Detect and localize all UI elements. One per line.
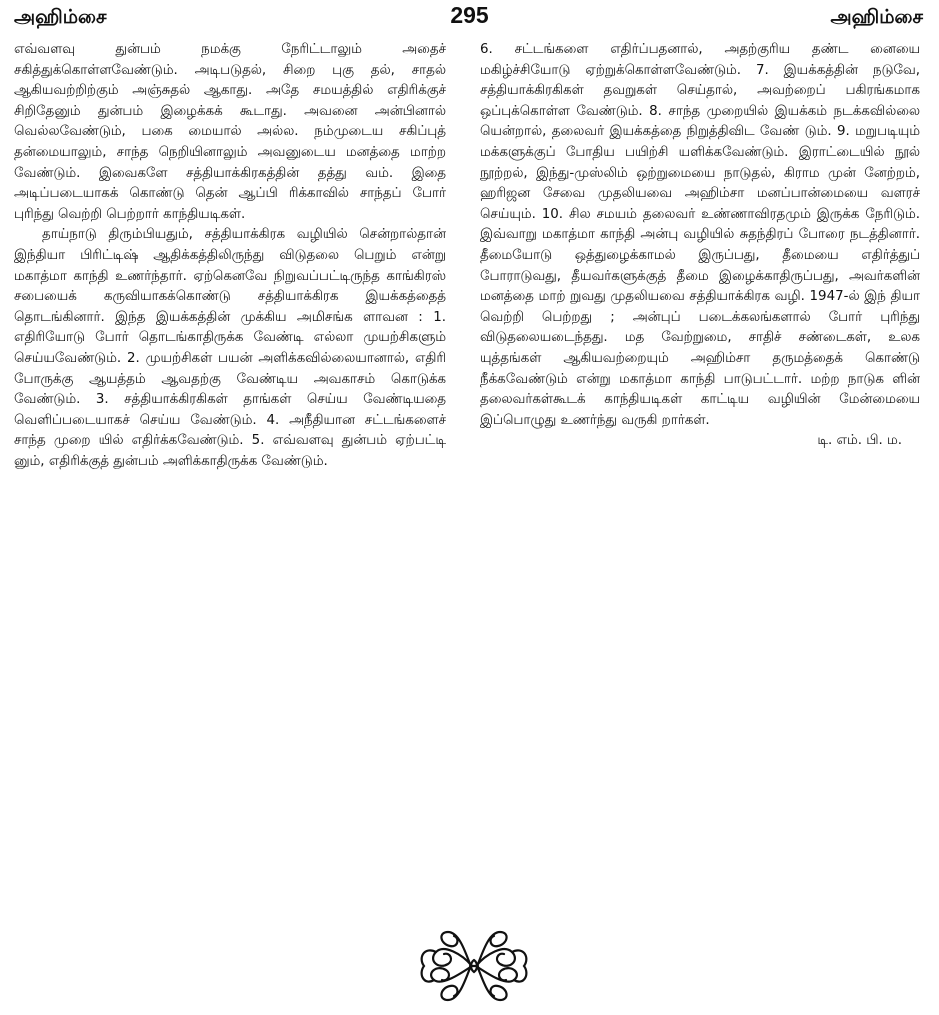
left-column xyxy=(14,40,446,472)
author-initials: டி. எம். பி. ம. xyxy=(817,433,902,449)
running-title-right: அஹிம்சை xyxy=(830,6,923,28)
paragraph: தாய்நாடு திரும்பியதும், சத்தியாக்கிரக வழியில் சென்றால்தான் இந்தியா பிரிட்டிஷ் ஆதிக்கத்திலிருந்து விடுதலை பெறும் என்று மகாத்மா காந்தி உணர்ந்தார். ஏற்கெனவே நிறுவப்பட்டிருந்த காங்கிரஸ் சபையைக் கருவியாகக்கொண்டு சத்தியாக்கிரக இயக்கத்தைத் தொடங்கினார். இந்த இயக்கத்தின் முக்கிய அமிசங்க ளாவன : 1. எதிரியோடு போர் தொடங்காதிருக்க வேண்டி எல்லா முயற்சிகளும் செய்யவேண்டும். 2. முயற்சிகள் பயன் அளிக்கவில்லையானால், எதிரி போருக்கு ஆயத்தம் ஆவதற்கு வேண்டிய அவகாசம் கொடுக்க வேண்டும். 3. சத்தியாக்கிரகிகள் தாங்கள் செய்ய வேண்டியதை வெளிப்படையாகச் செய்ய வேண்டும். 4. அநீதியான சட்டங்களைச் சாந்த முறை யில் எதிர்க்கவேண்டும். 5. எவ்வளவு துன்பம் ஏற்பட்டி னும், எதிரிக்குத் துன்பம் அளிக்காதிருக்க வேண்டும். xyxy=(14,227,446,469)
page-number: 295 xyxy=(450,2,489,28)
floral-ornament-icon xyxy=(414,924,534,1008)
paragraph: 6. சட்டங்களை எதிர்ப்பதனால், அதற்குரிய தண்ட னையை மகிழ்ச்சியோடு ஏற்றுக்கொள்ளவேண்டும். 7. இயக்கத்தின் நடுவே, சத்தியாக்கிரகிகள் தவறுகள் செய்தால், அவற்றைப் பகிரங்கமாக ஒப்புக்கொள்ள வேண்டும். 8. சாந்த முறையில் இயக்கம் நடக்கவில்லை யென்றால், தலைவர் இயக்கத்தை நிறுத்திவிட வேண் டும். 9. மறுபடியும் மக்களுக்குப் போதிய பயிற்சி யளிக்கவேண்டும். இராட்டையில் நூல் நூற்றல், இந்து-முஸ்லிம் ஒற்றுமையை நாடுதல், கிராம முன் னேற்றம், ஹரிஜன சேவை முதலியவை அஹிம்சா மனப்பான்மையை வளரச் செய்யும். 10. சில சமயம் தலைவர் உண்ணாவிரதமும் இருக்க நேரிடும். இவ்வாறு மகாத்மா காந்தி அன்பு வழியில் சுதந்திரப் போரை நடத்தினார். தீமையோடு ஒத்துழைக்காமல் இருப்பது, தீமையை எதிர்த்துப் போராடுவது, தீயவர்களுக்குத் தீமை இழைக்காதிருப்பது, அவர்களின் மனத்தை மாற் றுவது முதலியவை சத்தியாக்கிரக வழி. 1947-ல் இந் தியா வெற்றி பெற்றது ; அன்புப் படைக்கலங்களால் போர் புரிந்து விடுதலையடைந்தது. மத வேற்றுமை, சாதிச் சண்டைகள், உலக யுத்தங்கள் ஆகியவற்றையும் அஹிம்சா தருமத்தைக் கொண்டு நீக்கவேண்டும் என்று மகாத்மா காந்தி பாடுபட்டார். மற்ற நாடுக ளின் தலைவர்கள்கூடக் காந்தியடிகள் காட்டிய வழியின் மேன்மையை இப்பொழுது உணர்ந்து வருகி றார்கள். xyxy=(480,42,920,428)
paragraph: எவ்வளவு துன்பம் நமக்கு நேரிட்டாலும் அதைச் சகித்துக்கொள்ளவேண்டும். அடிபடுதல், சிறை புகு தல், சாதல் ஆகியவற்றிற்கும் அஞ்சுதல் ஆகாது. அதே சமயத்தில் எதிரிக்குச் சிறிதேனும் துன்பம் இழைக்கக் கூடாது. அவனை அன்பினால் வெல்லவேண்டும், பகை மையால் அல்ல. நம்முடைய சகிப்புத் தன்மையாலும், சாந்த நெறியினாலும் அவனுடைய மனத்தை மாற்ற வேண்டும். இவைகளே சத்தியாக்கிரகத்தின் தத்து வம். இதை அடிப்படையாகக் கொண்டு தென் ஆப்பி ரிக்காவில் சாந்தப் போர் புரிந்து வெற்றி பெற்றார் காந்தியடிகள். xyxy=(14,42,446,222)
right-column xyxy=(480,40,920,452)
running-title-left: அஹிம்சை xyxy=(14,6,107,28)
page-header xyxy=(0,2,939,36)
